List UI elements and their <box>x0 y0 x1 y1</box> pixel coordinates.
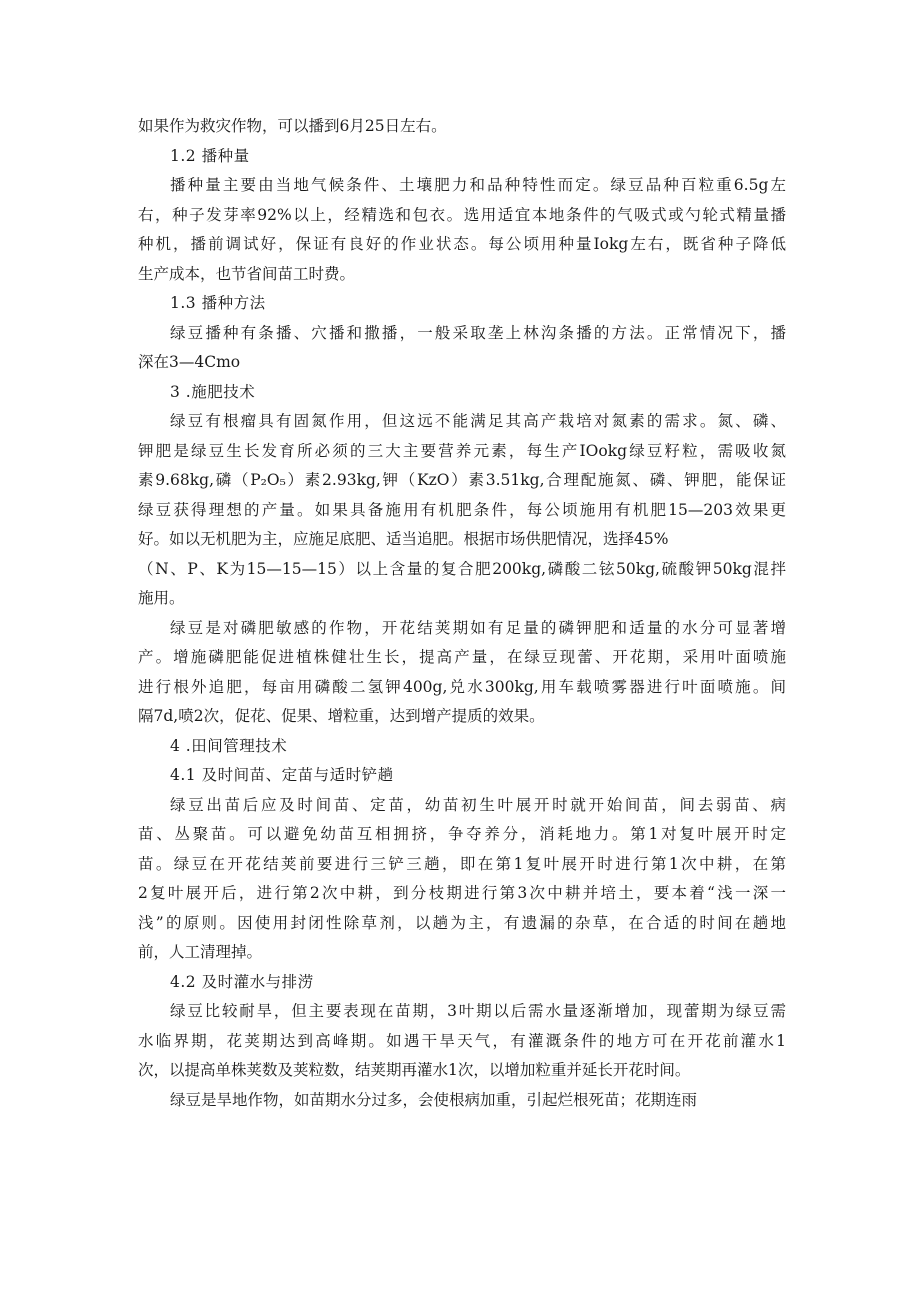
section-heading: 1.3 播种方法 <box>170 294 266 312</box>
section-heading: 4.1 及时间苗、定苗与适时铲趟 <box>170 766 394 784</box>
paragraph-line: 生产成本，也节省间苗工时费。 <box>138 264 356 283</box>
paragraph-line: 绿豆有根瘤具有固氮作用，但这远不能满足其高产栽培对氮素的需求。氮、磷、 <box>170 412 786 430</box>
document-body <box>138 112 786 1115</box>
paragraph-line: 绿豆获得理想的产量。如果具备施用有机肥条件，每公顷施用有机肥15—203效果更 <box>138 500 786 519</box>
section-heading: 4 .田间管理技术 <box>170 736 288 755</box>
paragraph-line: 隔7d,喷2次，促花、促果、增粒重，达到增产提质的效果。 <box>138 707 545 725</box>
paragraph-line: 浅”的原则。因使用封闭性除草剂，以趟为主，有遗漏的杂草，在合适的时间在趟地 <box>138 913 786 932</box>
paragraph-line: 种机，播前调试好，保证有良好的作业状态。每公顷用种量Iokg左右，既省种子降低 <box>138 235 786 253</box>
section-heading: 3 .施肥技术 <box>170 382 256 401</box>
paragraph-line: 苗。绿豆在开花结荚前要进行三铲三趟，即在第1复叶展开时进行第1次中耕，在第 <box>138 854 786 873</box>
paragraph-line: 好。如以无机肥为主，应施足底肥、适当追肥。根据市场供肥情况，选择45% <box>138 530 669 548</box>
paragraph-line: 绿豆是旱地作物，如苗期水分过多，会使根病加重，引起烂根死苗；花期连雨 <box>170 1090 698 1109</box>
paragraph-line: （N、P、K为15—15—15）以上含量的复合肥200kg,磷酸二铉50kg,硫酸钾50kg混拌 <box>138 559 786 578</box>
section-heading: 4.2 及时灌水与排涝 <box>170 972 314 991</box>
paragraph-line: 产。增施磷肥能促进植株健壮生长，提高产量，在绿豆现蕾、开花期，采用叶面喷施 <box>138 648 786 666</box>
paragraph-line: 进行根外追肥，每亩用磷酸二氢钾400g,兑水300kg,用车载喷雾器进行叶面喷施。间 <box>138 677 786 696</box>
paragraph-line: 前，人工清理掉。 <box>138 943 263 961</box>
paragraph-line: 绿豆播种有条播、穴播和撒播，一般采取垄上林沟条播的方法。正常情况下，播 <box>170 323 786 342</box>
paragraph-line: 播种量主要由当地气候条件、土壤肥力和品种特性而定。绿豆品种百粒重6.5g左 <box>170 176 786 194</box>
paragraph-line: 绿豆比较耐旱，但主要表现在苗期，3叶期以后需水量逐渐增加，现蕾期为绿豆需 <box>170 1002 786 1020</box>
paragraph-line: 素9.68kg,磷（P₂O₅）素2.93kg,钾（KzO）素3.51kg,合理配施氮、磷、钾肥，能保证 <box>138 471 786 489</box>
section-heading: 1.2 播种量 <box>170 146 250 165</box>
paragraph-line: 2复叶展开后，进行第2次中耕，到分枝期进行第3次中耕并培土，要本着“浅一深一 <box>138 884 786 902</box>
paragraph-line: 右，种子发芽率92%以上，经精选和包衣。选用适宜本地条件的气吸式或勺轮式精量播 <box>138 205 786 224</box>
paragraph-line: 深在3—4Cmo <box>138 353 241 371</box>
paragraph-line: 绿豆是对磷肥敏感的作物，开花结荚期如有足量的磷钾肥和适量的水分可显著增 <box>170 618 786 637</box>
paragraph-line: 如果作为救灾作物，可以播到6月25日左右。 <box>138 117 447 135</box>
paragraph-line: 施用。 <box>138 589 185 607</box>
paragraph-line: 水临界期，花荚期达到高峰期。如遇干旱天气，有灌溉条件的地方可在开花前灌水1 <box>138 1031 786 1050</box>
paragraph-line: 苗、丛聚苗。可以避免幼苗互相拥挤，争夺养分，消耗地力。第1对复叶展开时定 <box>138 825 786 843</box>
paragraph-line: 绿豆出苗后应及时间苗、定苗，幼苗初生叶展开时就开始间苗，间去弱苗、病 <box>170 795 786 814</box>
paragraph-line: 钾肥是绿豆生长发育所必须的三大主要营养元素，每生产IOokg绿豆籽粒，需吸收氮 <box>138 441 786 460</box>
paragraph-line: 次，以提高单株荚数及荚粒数，结荚期再灌水1次，以增加粒重并延长开花时间。 <box>138 1061 691 1079</box>
